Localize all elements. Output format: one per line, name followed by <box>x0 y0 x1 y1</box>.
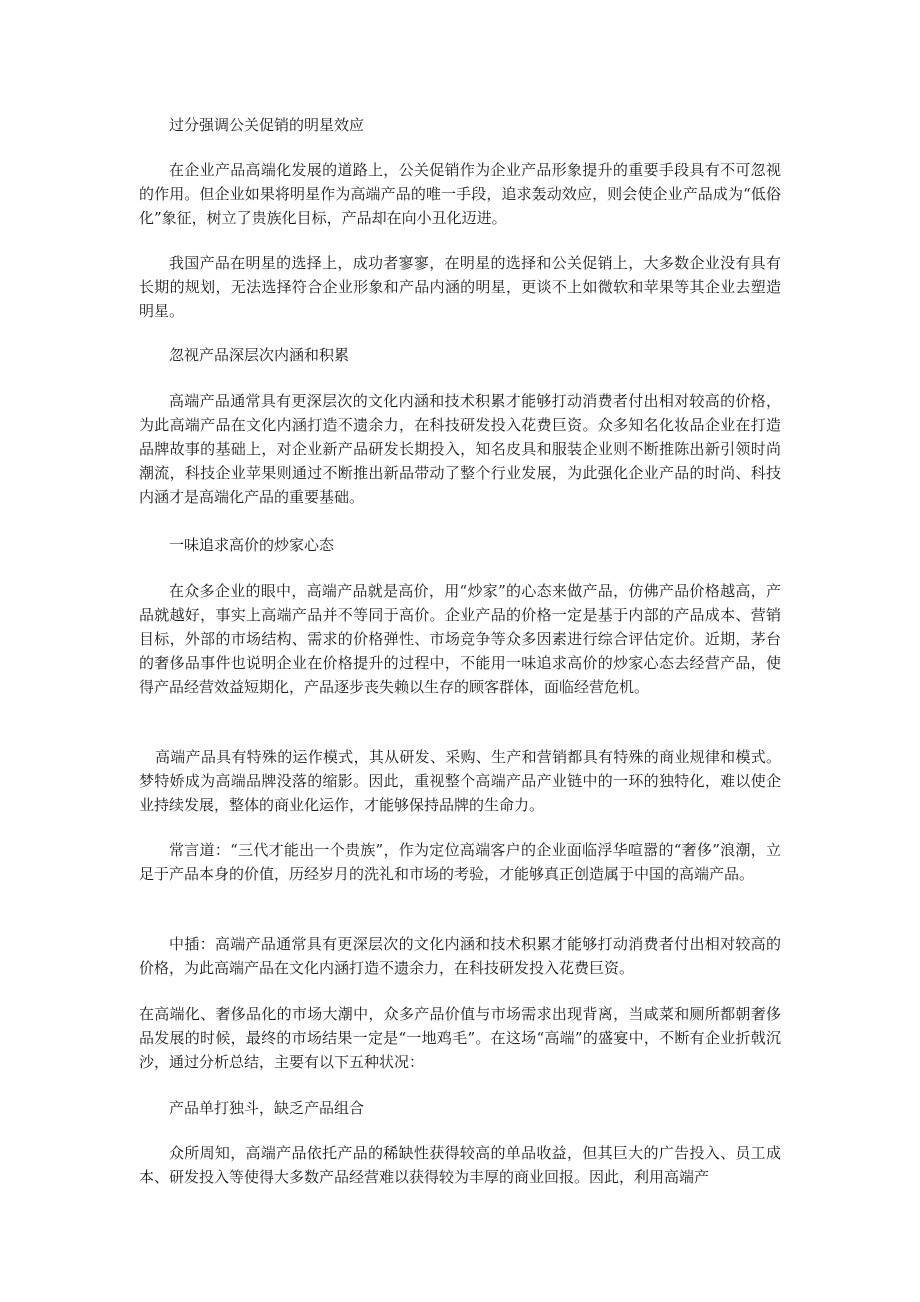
section-heading-high-price-mindset: 一味追求高价的炒家心态 <box>169 536 335 554</box>
paragraph: 众所周知，高端产品依托产品的稀缺性获得较高的单品收益，但其巨大的广告投入、员工成本、研发投入等使得大多数产品经营难以获得较为丰厚的商业回报。因此，利用高端产 <box>139 1144 781 1186</box>
paragraph: 我国产品在明星的选择上，成功者寥寥，在明星的选择和公关促销上，大多数企业没有具有长期的规划，无法选择符合企业形象和产品内涵的明星，更谈不上如微软和苹果等其企业去塑造明星。 <box>139 254 781 320</box>
paragraph-insert: 中插：高端产品通常具有更深层次的文化内涵和技术积累才能够打动消费者付出相对较高的价格，为此高端产品在文化内涵打造不遗余力，在科技研发投入花费巨资。 <box>139 935 781 977</box>
paragraph: 高端产品具有特殊的运作模式，其从研发、采购、生产和营销都具有特殊的商业规律和模式。梦特娇成为高端品牌没落的缩影。因此，重视整个高端产品产业链中的一环的独特化，难以使企业持续发展，整体的商业化运作，才能够保持品牌的生命力。 <box>139 748 781 814</box>
section-heading-celebrity-effect: 过分强调公关促销的明星效应 <box>169 116 365 134</box>
paragraph: 在众多企业的眼中，高端产品就是高价，用“炒家”的心态来做产品，仿佛产品价格越高，产品就越好，事实上高端产品并不等同于高价。企业产品的价格一定是基于内部的产品成本、营销目标，外部的市场结构、需求的价格弹性、市场竞争等众多因素进行综合评估定价。近期，茅台的奢侈品事件也说明企业在价格提升的过程中，不能用一味追求高价的炒家心态去经营产品，使得产品经营效益短期化，产品逐步丧失赖以生存的顾客群体，面临经营危机。 <box>139 582 781 696</box>
paragraph: 在企业产品高端化发展的道路上，公关促销作为企业产品形象提升的重要手段具有不可忽视的作用。但企业如果将明星作为高端产品的唯一手段，追求轰动效应，则会使企业产品成为“低俗化”象征，树立了贵族化目标，产品却在向小丑化迈进。 <box>139 161 781 227</box>
section-heading-single-product: 产品单打独斗，缺乏产品组合 <box>169 1099 365 1117</box>
paragraph: 高端产品通常具有更深层次的文化内涵和技术积累才能够打动消费者付出相对较高的价格，为此高端产品在文化内涵打造不遗余力，在科技研发投入花费巨资。众多知名化妆品企业在打造品牌故事的基础上，对企业新产品研发长期投入，知名皮具和服装企业则不断推陈出新引领时尚潮流，科技企业苹果则通过不断推出新品带动了整个行业发展，为此强化企业产品的时尚、科技内涵才是高端化产品的重要基础。 <box>139 392 781 506</box>
paragraph: 常言道：“三代才能出一个贵族”，作为定位高端客户的企业面临浮华喧嚣的“奢侈”浪潮，立足于产品本身的价值，历经岁月的洗礼和市场的考验，才能够真正创造属于中国的高端产品。 <box>139 841 781 883</box>
paragraph: 在高端化、奢侈品化的市场大潮中，众多产品价值与市场需求出现背离，当咸菜和厕所都朝奢侈品发展的时候，最终的市场结果一定是“一地鸡毛”。在这场“高端”的盛宴中，不断有企业折戟沉沙，通过分析总结，主要有以下五种状况： <box>139 1005 781 1071</box>
section-heading-deep-connotation: 忽视产品深层次内涵和积累 <box>169 346 350 364</box>
